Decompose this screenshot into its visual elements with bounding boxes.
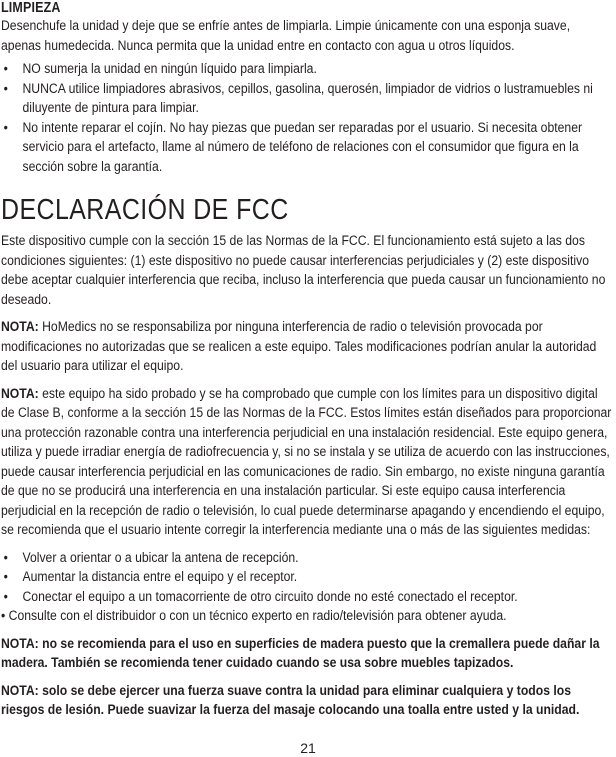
bullet-icon: • (3, 61, 8, 77)
fcc-note-3: NOTA: no se recomienda para el uso en superficies de madera puesto que la cremallera puede dañar la madera. También se recomienda tener cuidado cuando se usa sobre muebles tapizados. (1, 635, 600, 671)
fcc-consult-line: • Consulte con el distribuidor o con un técnico experto en radio/televisión para obtener ayuda. (1, 608, 507, 624)
fcc-note-4: NOTA: solo se debe ejercer una fuerza suave contra la unidad para eliminar cualquiera y todos los riesgos de lesión. Puede suavizar la fuerza del masaje colocando una toalla entre usted y la unidad. (1, 682, 580, 718)
page-number: 21 (300, 740, 316, 756)
list-item: • No intente reparar el cojín. No hay piezas que puedan ser reparadas por el usuario. Si necesita obtener servicio para el artefacto, llame al número de teléfono de relaciones con el consumidor que figura en la sección sobre la garantía. (3, 119, 583, 175)
cleaning-section (1, 0, 613, 177)
fcc-heading: DECLARACIÓN DE FCC (1, 194, 289, 226)
cleaning-bullet-list (1, 60, 613, 177)
bullet-icon: • (3, 588, 8, 605)
fcc-measures-list (1, 549, 613, 608)
bullet-icon: • (3, 569, 8, 585)
list-item: • Volver a orientar o a ubicar la antena de recepción. (1, 549, 613, 569)
note-label: NOTA: (1, 319, 39, 335)
fcc-intro: Este dispositivo cumple con la sección 15 de las Normas de la FCC. El funcionamiento está sujeto a las dos condiciones siguientes: (1) este dispositivo no puede causar interferencias perjudiciales y (2) este dispositivo debe aceptar cualquier interferencia que reciba, incluso la interferencia que pueda causar un funcionamiento no deseado. (1, 233, 606, 308)
cleaning-intro: Desenchufe la unidad y deje que se enfríe antes de limpiarla. Limpie únicamente con una esponja suave, apenas humedecida. Nunca permita que la unidad entre en contacto con agua u otros líquidos. (1, 18, 571, 54)
list-item: • Conectar el equipo a un tomacorriente de otro circuito donde no esté conectado el receptor. (1, 588, 613, 608)
list-item: • NO sumerja la unidad en ningún líquido para limpiarla. (1, 60, 613, 80)
cleaning-heading: LIMPIEZA (1, 0, 61, 16)
fcc-note-2 (1, 385, 613, 541)
list-item: • NUNCA utilice limpiadores abrasivos, cepillos, gasolina, querosén, limpiador de vidrios o lustramuebles ni diluyente de pintura para limpiar. (3, 80, 593, 116)
note-text: HoMedics no se responsabiliza por ninguna interferencia de radio o televisión provocada por modificaciones no autorizadas que se realicen a este equipo. Tales modificaciones podrían anular la autoridad del usuario para utilizar el equipo. (1, 319, 597, 374)
bullet-icon: • (3, 119, 8, 136)
page-content (1, 0, 613, 721)
fcc-section (1, 193, 613, 721)
note-text: este equipo ha sido probado y se ha comprobado que cumple con los límites para un dispositivo digital de Clase B, conforme a la sección 15 de las Normas de la FCC. Estos límites están diseñados para proporcionar una protección razonable contra una interferencia perjudicial en una instalación residencial. Este equipo genera, utiliza y puede irradiar energía de radiofrecuencia y, si no se instala y se utiliza de acuerdo con las instrucciones, puede causar interferencia perjudicial en las comunicaciones de radio. Sin embargo, no existe ninguna garantía de que no se producirá una interferencia en una instalación particular. Si este equipo causa interferencia perjudicial en la recepción de radio o televisión, lo cual puede determinarse apagando y encendiendo el equipo, se recomienda que el usuario intente corregir la interferencia mediante una o más de las siguientes medidas: (1, 385, 612, 538)
bullet-icon: • (3, 549, 8, 566)
bullet-icon: • (3, 80, 8, 97)
fcc-note-1 (1, 318, 613, 377)
note-label: NOTA: (1, 385, 39, 402)
list-item: • Aumentar la distancia entre el equipo y el receptor. (1, 568, 613, 588)
